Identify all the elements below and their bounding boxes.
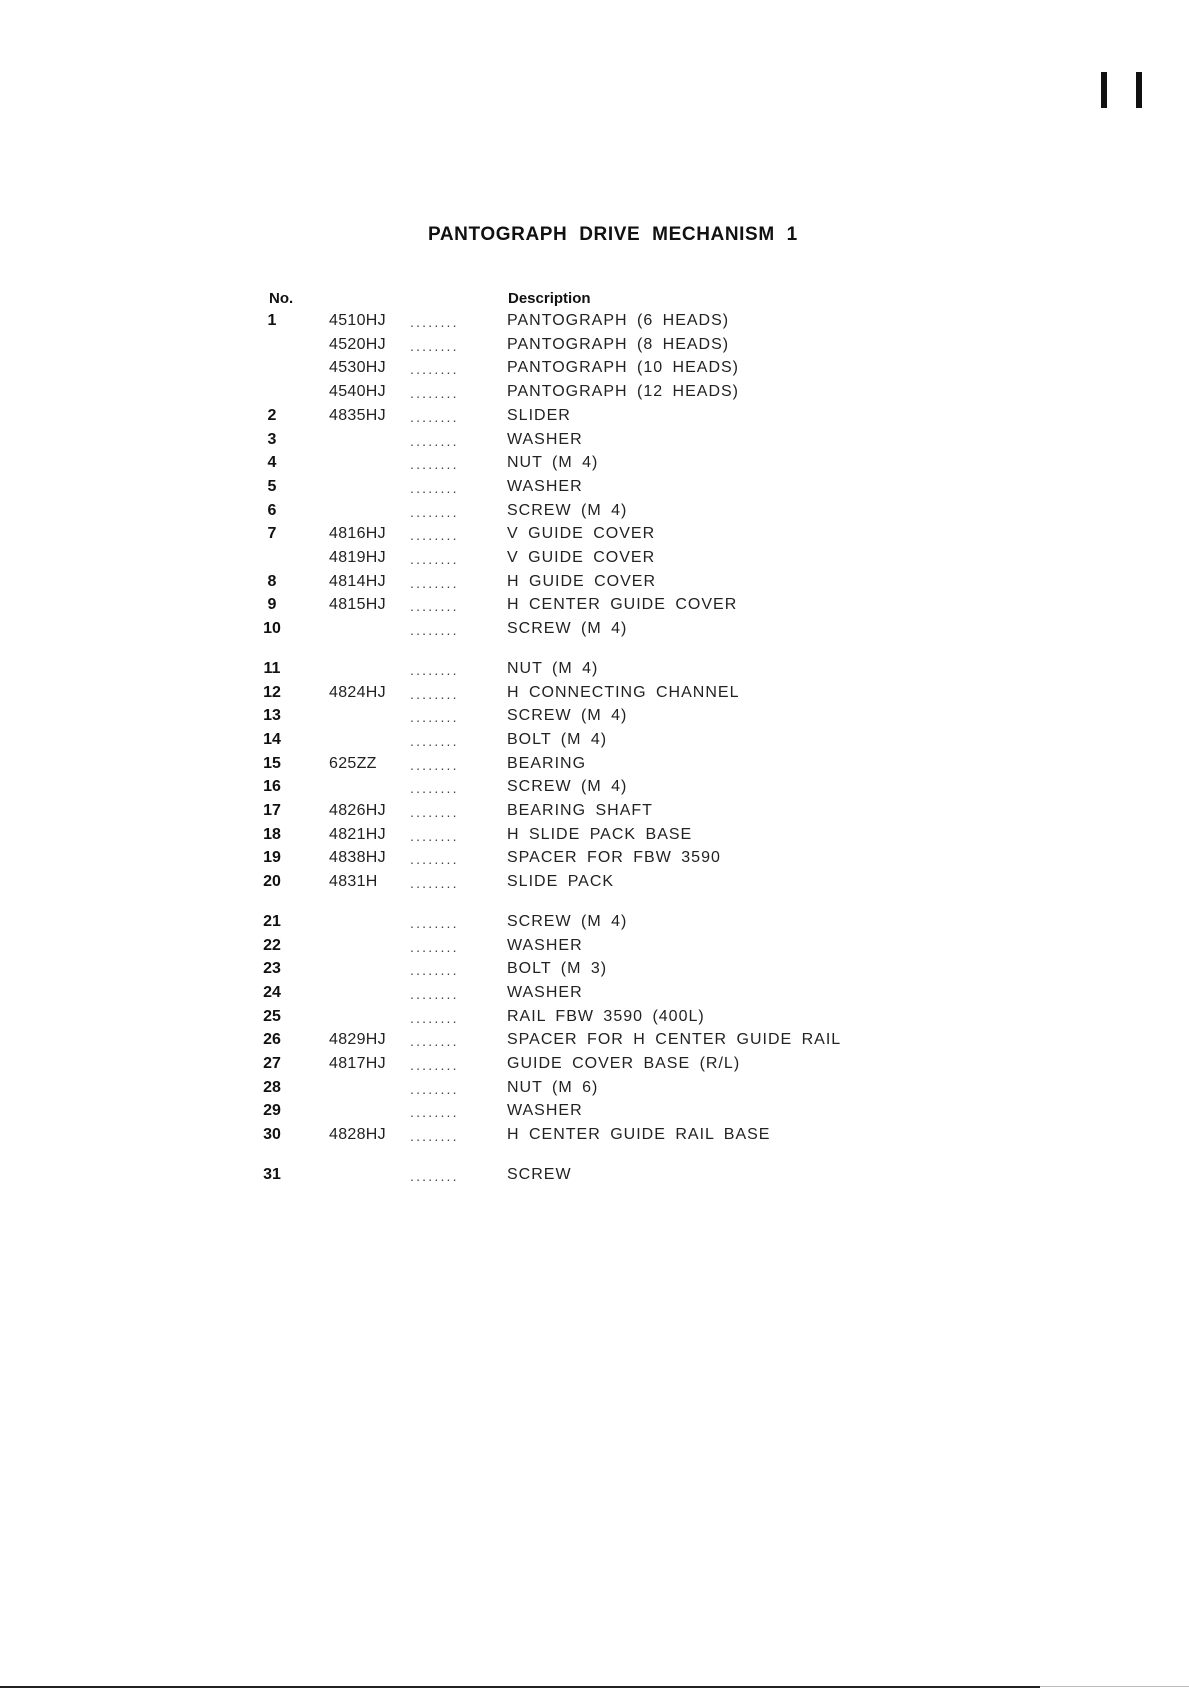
part-description: H SLIDE PACK BASE [507,825,693,843]
part-description: SCREW (M 4) [507,778,628,796]
part-description: BOLT (M 3) [507,960,608,978]
leader-dots: ........ [410,361,459,378]
leader-dots: ........ [410,780,459,797]
item-number: 29 [263,1102,281,1120]
tab-mark [1101,72,1107,108]
item-number: 21 [263,912,281,930]
leader-dots: ........ [410,1128,459,1145]
item-number: 16 [263,778,281,796]
item-number: 19 [263,849,281,867]
leader-dots: ........ [410,938,459,955]
leader-dots: ........ [410,962,459,979]
part-number: 4817HJ [329,1055,386,1072]
part-description: SCREW (M 4) [507,501,628,519]
item-number: 8 [267,572,277,590]
leader-dots: ........ [410,598,459,615]
item-number: 7 [267,525,277,543]
item-number: 2 [267,406,277,424]
item-number: 30 [263,1126,281,1144]
part-description: PANTOGRAPH (12 HEADS) [507,383,740,401]
item-number: 24 [263,983,281,1001]
item-number: 6 [267,501,277,519]
item-number: 22 [263,936,281,954]
part-number: 4835HJ [329,406,386,424]
part-number: 4829HJ [329,1031,386,1049]
part-description: WASHER [507,983,583,1001]
part-description: V GUIDE COVER [507,549,656,566]
part-number: 4815HJ [329,596,386,614]
part-description: V GUIDE COVER [507,525,656,543]
leader-dots: ........ [410,914,459,931]
part-description: BEARING SHAFT [507,802,653,819]
part-description: WASHER [507,477,583,495]
leader-dots: ........ [410,1057,459,1073]
part-number: 4838HJ [329,849,386,867]
item-number: 9 [267,596,277,614]
item-number: 25 [263,1007,281,1025]
leader-dots: ........ [410,827,459,844]
leader-dots: ........ [410,503,459,520]
part-description: GUIDE COVER BASE (R/L) [507,1055,741,1072]
part-description: BOLT (M 4) [507,730,608,748]
part-description: SPACER FOR FBW 3590 [507,849,721,867]
part-number: 4520HJ [329,335,386,353]
leader-dots: ........ [410,1033,459,1050]
part-number: 4831H [329,873,378,891]
leader-dots: ........ [410,1167,459,1184]
leader-dots: ........ [410,574,459,591]
part-description: NUT (M 4) [507,454,599,472]
part-description: H CENTER GUIDE RAIL BASE [507,1126,771,1144]
leader-dots: ........ [410,479,459,496]
item-number: 4 [267,454,277,472]
item-number: 1 [267,312,277,329]
leader-dots: ........ [410,314,459,330]
part-description: NUT (M 4) [507,659,599,677]
leader-dots: ........ [410,661,459,678]
part-number: 4826HJ [329,802,386,819]
part-description: PANTOGRAPH (10 HEADS) [507,359,740,377]
leader-dots: ........ [410,732,459,749]
leader-dots: ........ [410,622,459,639]
item-number: 10 [263,620,281,638]
part-number: 4510HJ [329,312,386,329]
item-number: 18 [263,825,281,843]
bottom-rule [1040,1686,1189,1687]
item-number: 23 [263,960,281,978]
leader-dots: ........ [410,432,459,449]
part-description: H GUIDE COVER [507,572,657,590]
part-number: 4819HJ [329,549,386,566]
item-number: 12 [263,683,281,701]
leader-dots: ........ [410,456,459,473]
item-number: 28 [263,1078,281,1096]
leader-dots: ........ [410,709,459,726]
item-number: 20 [263,873,281,891]
part-description: RAIL FBW 3590 (400L) [507,1007,705,1025]
part-description: SLIDER [507,406,571,424]
part-number: 4814HJ [329,572,386,590]
item-number: 11 [263,659,281,677]
part-number: 4540HJ [329,383,386,401]
page-title: PANTOGRAPH DRIVE MECHANISM 1 [428,224,798,245]
tab-mark [1136,72,1142,108]
part-description: WASHER [507,936,583,954]
leader-dots: ........ [410,1009,459,1026]
part-description: SCREW [507,1165,572,1183]
part-description: SCREW (M 4) [507,912,628,930]
item-number: 5 [267,477,277,495]
item-number: 15 [263,754,281,772]
part-number: 4828HJ [329,1126,386,1144]
item-number: 31 [263,1165,281,1183]
part-description: PANTOGRAPH (8 HEADS) [507,335,730,353]
column-header-description: Description [508,290,591,307]
leader-dots: ........ [410,527,459,544]
part-description: SCREW (M 4) [507,707,628,725]
leader-dots: ........ [410,875,459,892]
item-number: 14 [263,730,281,748]
leader-dots: ........ [410,408,459,425]
part-description: PANTOGRAPH (6 HEADS) [507,312,730,329]
bottom-rule [0,1686,1040,1688]
part-description: SCREW (M 4) [507,620,628,638]
item-number: 3 [267,430,277,448]
leader-dots: ........ [410,551,459,567]
column-header-no: No. [269,290,294,307]
leader-dots: ........ [410,985,459,1002]
leader-dots: ........ [410,385,459,402]
part-description: H CENTER GUIDE COVER [507,596,738,614]
leader-dots: ........ [410,1104,459,1121]
part-description: SLIDE PACK [507,873,615,891]
part-number: 4824HJ [329,683,386,701]
leader-dots: ........ [410,851,459,868]
part-number: 4530HJ [329,359,386,377]
item-number: 17 [263,802,281,819]
part-description: BEARING [507,754,587,772]
part-number: 4816HJ [329,525,386,543]
part-number: 625ZZ [329,754,377,772]
leader-dots: ........ [410,685,459,702]
leader-dots: ........ [410,756,459,773]
part-description: NUT (M 6) [507,1078,599,1096]
item-number: 26 [263,1031,281,1049]
part-description: WASHER [507,1102,583,1120]
leader-dots: ........ [410,804,459,820]
part-description: H CONNECTING CHANNEL [507,683,740,701]
part-number: 4821HJ [329,825,386,843]
leader-dots: ........ [410,1080,459,1097]
leader-dots: ........ [410,337,459,354]
part-description: WASHER [507,430,583,448]
item-number: 27 [263,1055,281,1072]
part-description: SPACER FOR H CENTER GUIDE RAIL [507,1031,842,1049]
item-number: 13 [263,707,281,725]
